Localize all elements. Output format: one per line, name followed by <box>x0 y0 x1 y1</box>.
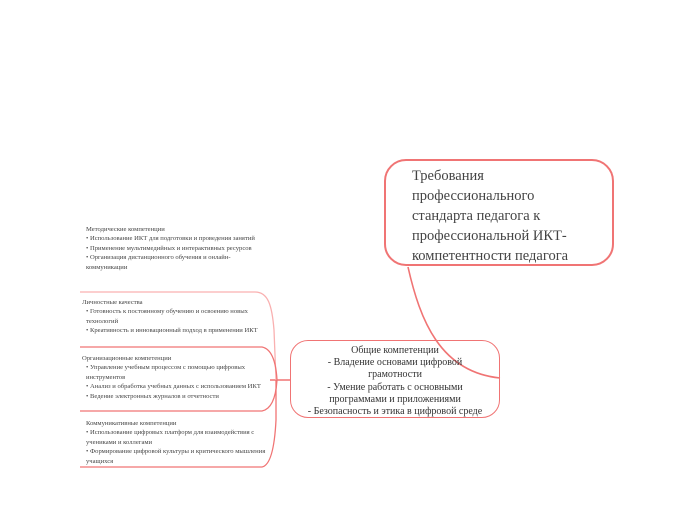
root-title-line: стандарта педагога к <box>412 208 541 224</box>
root-title-line: профессионального <box>412 188 535 204</box>
branch-personal-qualities[interactable] <box>82 298 267 336</box>
branch-item: • Формирование цифровой культуры и критического мышления учащихся <box>86 448 266 465</box>
central-line: грамотности <box>368 369 422 381</box>
branch-methodical-competencies[interactable] <box>82 225 267 272</box>
branch-title: Личностные качества <box>82 299 143 306</box>
root-title-line: компетентности педагога <box>412 248 569 264</box>
central-line: программами и приложениями <box>329 393 461 405</box>
central-line: - Умение работать с основными <box>327 381 463 393</box>
branch-title: Организационные компетенции <box>82 355 172 362</box>
branch-title: Коммуникативные компетенции <box>86 420 177 427</box>
central-node-text <box>292 345 498 418</box>
branch-item: • Готовность к постоянному обучению и освоению новых технологий <box>86 308 248 325</box>
root-title-line: профессиональной ИКТ- <box>412 228 567 244</box>
branch-organizational-competencies[interactable] <box>82 354 267 401</box>
root-node-title <box>412 166 612 266</box>
branch-item: • Анализ и обработка учебных данных с использованием ИКТ <box>86 383 261 391</box>
central-line: - Владение основами цифровой <box>327 357 463 369</box>
central-line: - Безопасность и этика в цифровой среде <box>307 406 483 418</box>
branch-item: • Организация дистанционного обучения и онлайн-коммуникации <box>86 254 231 271</box>
branch-title: Методические компетенции <box>86 226 165 233</box>
branch-item: • Креативность и инновационный подход в применении ИКТ <box>86 327 258 335</box>
branch-item: • Применение мультимедийных и интерактивных ресурсов <box>86 244 252 252</box>
branch-item: • Использование ИКТ для подготовки и проведения занятий <box>86 235 255 243</box>
root-title-line: Требования <box>412 168 484 184</box>
branch-item: • Управление учебным процессом с помощью цифровых инструментов <box>86 364 246 381</box>
branch-communicative-competencies[interactable] <box>82 419 267 466</box>
branch-item: • Ведение электронных журналов и отчетности <box>86 392 219 400</box>
branch-item: • Использование цифровых платформ для взаимодействия с учениками и коллегами <box>86 429 255 446</box>
central-line: Общие компетенции <box>351 345 439 356</box>
